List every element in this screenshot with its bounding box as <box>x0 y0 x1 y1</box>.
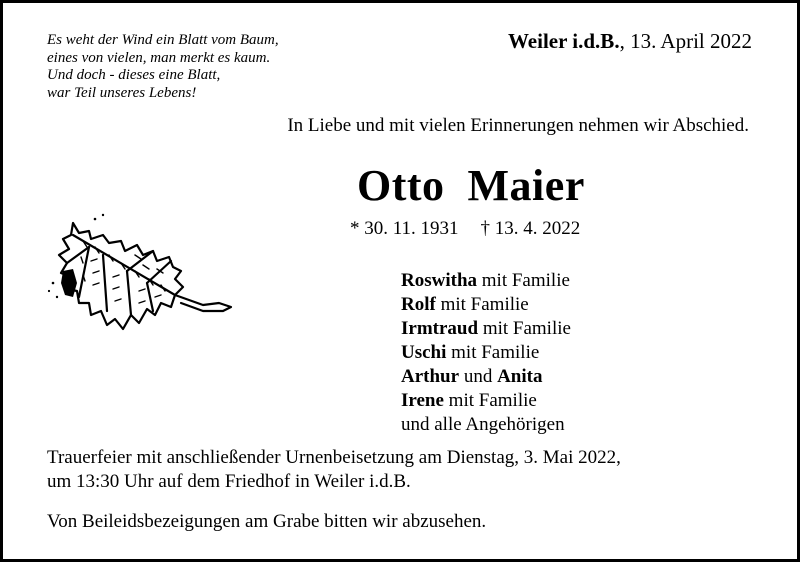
mourners-list <box>401 269 571 437</box>
mourner-line <box>401 317 571 341</box>
mourner-line <box>401 269 571 293</box>
mourner-name: Irmtraud <box>401 318 479 339</box>
mourner-line <box>401 341 571 365</box>
service-line: Trauerfeier mit anschließender Urnenbeisetzung am Dienstag, 3. Mai 2022, <box>47 447 621 468</box>
mourner-suffix: mit Familie <box>446 342 540 363</box>
service-line: um 13:30 Uhr auf dem Friedhof in Weiler i.d.B. <box>47 471 411 492</box>
mourner-name: Anita <box>497 366 543 387</box>
service-info <box>47 446 621 494</box>
mourner-name: Rolf <box>401 294 436 315</box>
life-dates <box>350 218 580 240</box>
poem-line: eines von vielen, man merkt es kaum. <box>47 49 271 66</box>
poem-line: Es weht der Wind ein Blatt vom Baum, <box>47 32 279 48</box>
mourner-name: Roswitha <box>401 270 478 291</box>
mourners-tail: und alle Angehörigen <box>401 414 565 435</box>
poem-line: war Teil unseres Lebens! <box>47 84 197 101</box>
intro-text: In Liebe und mit vielen Erinnerungen nehmen wir Abschied. <box>287 115 749 136</box>
date: , 13. April 2022 <box>619 29 752 53</box>
poem-line: Und doch - dieses eine Blatt, <box>47 67 221 83</box>
mourner-conjunction: und <box>459 366 498 387</box>
mourner-name: Irene <box>401 390 444 411</box>
mourner-suffix: mit Familie <box>443 390 537 411</box>
autumn-leaf-icon <box>43 211 243 351</box>
poem <box>47 32 279 102</box>
mourner-name: Uschi <box>401 342 447 363</box>
mourner-suffix: mit Familie <box>478 318 571 339</box>
mourner-suffix: mit Familie <box>477 270 570 291</box>
mourner-line <box>401 365 571 389</box>
place: Weiler i.d.B. <box>507 29 620 53</box>
mourner-name: Arthur <box>401 366 460 387</box>
birth-date: * 30. 11. 1931 <box>350 218 459 239</box>
place-date <box>508 29 752 54</box>
death-date: † 13. 4. 2022 <box>480 218 581 239</box>
closing-text: Von Beileidsbezeigungen am Grabe bitten wir abzusehen. <box>47 511 487 532</box>
deceased-name: Otto Maier <box>357 161 585 210</box>
mourner-suffix: mit Familie <box>435 294 529 315</box>
mourner-line <box>401 389 571 413</box>
mourner-line <box>401 293 571 317</box>
